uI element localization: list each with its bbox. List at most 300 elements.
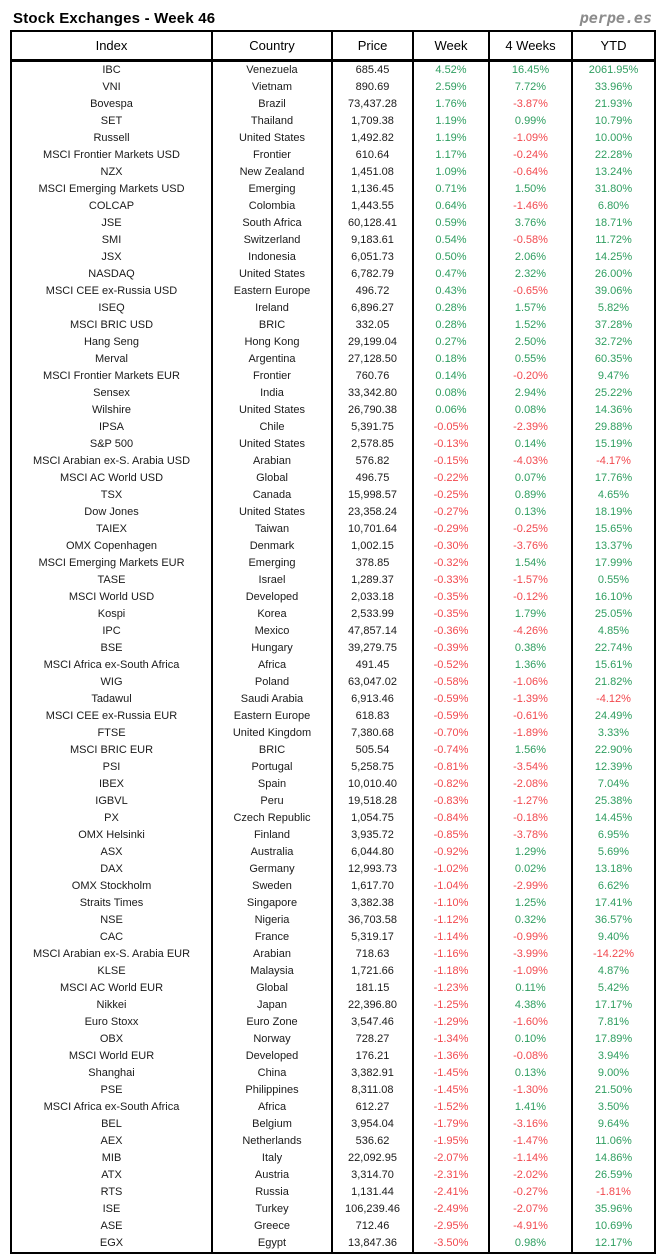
index-cell: MSCI AC World EUR: [59, 981, 164, 994]
four-weeks-cell: -1.89%: [489, 725, 572, 742]
week-cell: 0.50%: [413, 249, 489, 266]
four-weeks-cell: -0.65%: [489, 283, 572, 300]
country-cell: France: [212, 929, 332, 946]
page-title: Stock Exchanges - Week 46: [13, 9, 216, 27]
price-cell: 3,547.46: [332, 1014, 413, 1031]
week-cell: -1.45%: [413, 1065, 489, 1082]
week-cell: -0.22%: [413, 470, 489, 487]
ytd-cell: 10.69%: [572, 1218, 655, 1235]
table-row: [11, 470, 655, 487]
ytd-cell: 6.62%: [572, 878, 655, 895]
country-cell: Malaysia: [212, 963, 332, 980]
price-cell: 22,092.95: [332, 1150, 413, 1167]
week-cell: -1.79%: [413, 1116, 489, 1133]
country-cell: United States: [212, 436, 332, 453]
week-cell: 0.06%: [413, 402, 489, 419]
country-cell: China: [212, 1065, 332, 1082]
four-weeks-cell: -0.64%: [489, 164, 572, 181]
four-weeks-cell: 1.57%: [489, 300, 572, 317]
four-weeks-cell: -2.99%: [489, 878, 572, 895]
country-cell: Hong Kong: [212, 334, 332, 351]
four-weeks-cell: -3.76%: [489, 538, 572, 555]
index-cell: JSX: [101, 250, 122, 263]
four-weeks-cell: -0.25%: [489, 521, 572, 538]
table-row: [11, 1133, 655, 1150]
week-cell: -1.45%: [413, 1082, 489, 1099]
ytd-cell: 17.99%: [572, 555, 655, 572]
four-weeks-cell: -0.61%: [489, 708, 572, 725]
table-row: [11, 1218, 655, 1235]
ytd-cell: 10.00%: [572, 130, 655, 147]
week-cell: -1.25%: [413, 997, 489, 1014]
index-cell: ATX: [101, 1168, 122, 1181]
table-row: [11, 1167, 655, 1184]
table-row: [11, 1184, 655, 1201]
country-cell: Argentina: [212, 351, 332, 368]
country-cell: Eastern Europe: [212, 283, 332, 300]
four-weeks-cell: -3.16%: [489, 1116, 572, 1133]
table-row: [11, 368, 655, 385]
country-cell: Sweden: [212, 878, 332, 895]
four-weeks-cell: 7.72%: [489, 79, 572, 96]
table-row: [11, 861, 655, 878]
index-cell: Tadawul: [91, 692, 132, 705]
price-cell: 1,054.75: [332, 810, 413, 827]
table-body: [11, 60, 655, 1253]
four-weeks-cell: -1.30%: [489, 1082, 572, 1099]
table-row: [11, 674, 655, 691]
country-cell: Egypt: [212, 1235, 332, 1253]
index-cell: MSCI Arabian ex-S. Arabia EUR: [32, 947, 191, 960]
four-weeks-cell: 0.99%: [489, 113, 572, 130]
index-cell: RTS: [100, 1185, 123, 1198]
table-row: [11, 572, 655, 589]
four-weeks-cell: 0.08%: [489, 402, 572, 419]
index-cell: ASE: [100, 1219, 123, 1232]
index-cell: TAIEX: [96, 522, 127, 535]
week-cell: -0.82%: [413, 776, 489, 793]
price-cell: 3,382.38: [332, 895, 413, 912]
table-row: [11, 640, 655, 657]
ytd-cell: 9.47%: [572, 368, 655, 385]
index-cell: MSCI Frontier Markets EUR: [43, 369, 180, 382]
table-row: [11, 1150, 655, 1167]
ytd-cell: 7.81%: [572, 1014, 655, 1031]
week-cell: -1.14%: [413, 929, 489, 946]
ytd-cell: 26.00%: [572, 266, 655, 283]
four-weeks-cell: 0.07%: [489, 470, 572, 487]
four-weeks-cell: -1.46%: [489, 198, 572, 215]
week-cell: -0.30%: [413, 538, 489, 555]
table-row: [11, 1235, 655, 1253]
index-cell: IPSA: [98, 420, 125, 433]
country-cell: Mexico: [212, 623, 332, 640]
index-cell: ISE: [102, 1202, 121, 1215]
week-cell: -1.95%: [413, 1133, 489, 1150]
four-weeks-cell: 1.52%: [489, 317, 572, 334]
price-cell: 2,033.18: [332, 589, 413, 606]
week-cell: 0.47%: [413, 266, 489, 283]
country-cell: Austria: [212, 1167, 332, 1184]
index-cell: MSCI Arabian ex-S. Arabia USD: [32, 454, 191, 467]
table-row: [11, 402, 655, 419]
index-cell: PX: [104, 811, 119, 824]
index-cell: VNI: [102, 80, 121, 93]
index-cell: MSCI CEE ex-Russia USD: [45, 284, 178, 297]
week-cell: 1.19%: [413, 113, 489, 130]
ytd-cell: 21.82%: [572, 674, 655, 691]
ytd-cell: 15.61%: [572, 657, 655, 674]
ytd-cell: 9.64%: [572, 1116, 655, 1133]
index-cell: Merval: [94, 352, 128, 365]
week-cell: 0.28%: [413, 317, 489, 334]
four-weeks-cell: 1.25%: [489, 895, 572, 912]
four-weeks-cell: 0.55%: [489, 351, 572, 368]
week-cell: -2.31%: [413, 1167, 489, 1184]
ytd-cell: 24.49%: [572, 708, 655, 725]
ytd-cell: 25.22%: [572, 385, 655, 402]
table-row: [11, 912, 655, 929]
country-cell: Denmark: [212, 538, 332, 555]
price-cell: 73,437.28: [332, 96, 413, 113]
price-cell: 1,492.82: [332, 130, 413, 147]
country-cell: Venezuela: [212, 60, 332, 79]
index-cell: OBX: [99, 1032, 124, 1045]
table-row: [11, 793, 655, 810]
week-cell: 0.18%: [413, 351, 489, 368]
table-row: [11, 181, 655, 198]
country-cell: Developed: [212, 589, 332, 606]
index-cell: OMX Stockholm: [71, 879, 152, 892]
country-cell: Indonesia: [212, 249, 332, 266]
column-header: YTD: [572, 31, 655, 60]
week-cell: -1.16%: [413, 946, 489, 963]
four-weeks-cell: -2.07%: [489, 1201, 572, 1218]
ytd-cell: 4.87%: [572, 963, 655, 980]
table-row: [11, 385, 655, 402]
country-cell: Spain: [212, 776, 332, 793]
four-weeks-cell: 0.98%: [489, 1235, 572, 1253]
ytd-cell: 17.41%: [572, 895, 655, 912]
table-row: [11, 980, 655, 997]
four-weeks-cell: -0.20%: [489, 368, 572, 385]
four-weeks-cell: 1.41%: [489, 1099, 572, 1116]
ytd-cell: 4.85%: [572, 623, 655, 640]
country-cell: Colombia: [212, 198, 332, 215]
ytd-cell: 5.69%: [572, 844, 655, 861]
country-cell: Czech Republic: [212, 810, 332, 827]
index-cell: PSI: [102, 760, 121, 773]
index-cell: OMX Copenhagen: [65, 539, 158, 552]
week-cell: -0.85%: [413, 827, 489, 844]
price-cell: 728.27: [332, 1031, 413, 1048]
four-weeks-cell: 2.50%: [489, 334, 572, 351]
week-cell: -0.83%: [413, 793, 489, 810]
price-cell: 1,443.55: [332, 198, 413, 215]
index-cell: AEX: [100, 1134, 123, 1147]
price-cell: 6,782.79: [332, 266, 413, 283]
ytd-cell: 10.79%: [572, 113, 655, 130]
four-weeks-cell: -3.87%: [489, 96, 572, 113]
week-cell: -1.04%: [413, 878, 489, 895]
country-cell: Turkey: [212, 1201, 332, 1218]
week-cell: 2.59%: [413, 79, 489, 96]
ytd-cell: 5.82%: [572, 300, 655, 317]
four-weeks-cell: 1.29%: [489, 844, 572, 861]
index-cell: IBEX: [98, 777, 125, 790]
table-row: [11, 215, 655, 232]
ytd-cell: 25.05%: [572, 606, 655, 623]
price-cell: 5,391.75: [332, 419, 413, 436]
four-weeks-cell: -0.27%: [489, 1184, 572, 1201]
week-cell: -0.35%: [413, 589, 489, 606]
ytd-cell: 26.59%: [572, 1167, 655, 1184]
week-cell: 0.43%: [413, 283, 489, 300]
index-cell: PSE: [100, 1083, 123, 1096]
ytd-cell: 13.18%: [572, 861, 655, 878]
table-row: [11, 742, 655, 759]
week-cell: -3.50%: [413, 1235, 489, 1253]
price-cell: 3,382.91: [332, 1065, 413, 1082]
price-cell: 26,790.38: [332, 402, 413, 419]
week-cell: 0.54%: [413, 232, 489, 249]
table-row: [11, 1031, 655, 1048]
price-cell: 712.46: [332, 1218, 413, 1235]
ytd-cell: 60.35%: [572, 351, 655, 368]
week-cell: 1.09%: [413, 164, 489, 181]
week-cell: -0.39%: [413, 640, 489, 657]
index-cell: MSCI CEE ex-Russia EUR: [45, 709, 178, 722]
price-cell: 29,199.04: [332, 334, 413, 351]
index-cell: Hang Seng: [83, 335, 140, 348]
table-row: [11, 1082, 655, 1099]
country-cell: Germany: [212, 861, 332, 878]
column-header: Week: [413, 31, 489, 60]
week-cell: -0.32%: [413, 555, 489, 572]
week-cell: -0.25%: [413, 487, 489, 504]
table-row: [11, 351, 655, 368]
ytd-cell: 6.95%: [572, 827, 655, 844]
table-row: [11, 147, 655, 164]
country-cell: Norway: [212, 1031, 332, 1048]
price-cell: 1,002.15: [332, 538, 413, 555]
ytd-cell: 3.50%: [572, 1099, 655, 1116]
week-cell: 0.64%: [413, 198, 489, 215]
price-cell: 496.75: [332, 470, 413, 487]
index-cell: Russell: [93, 131, 130, 144]
ytd-cell: 21.50%: [572, 1082, 655, 1099]
four-weeks-cell: -3.99%: [489, 946, 572, 963]
table-row: [11, 810, 655, 827]
four-weeks-cell: -1.09%: [489, 963, 572, 980]
price-cell: 505.54: [332, 742, 413, 759]
price-cell: 22,396.80: [332, 997, 413, 1014]
four-weeks-cell: -2.08%: [489, 776, 572, 793]
four-weeks-cell: -0.18%: [489, 810, 572, 827]
price-cell: 612.27: [332, 1099, 413, 1116]
four-weeks-cell: -4.26%: [489, 623, 572, 640]
ytd-cell: 25.38%: [572, 793, 655, 810]
price-cell: 610.64: [332, 147, 413, 164]
week-cell: 1.17%: [413, 147, 489, 164]
table-row: [11, 79, 655, 96]
table-row: [11, 895, 655, 912]
index-cell: IGBVL: [95, 794, 128, 807]
country-cell: Switzerland: [212, 232, 332, 249]
index-cell: JSE: [101, 216, 122, 229]
price-cell: 3,954.04: [332, 1116, 413, 1133]
brand-watermark: perpe.es: [579, 9, 652, 27]
country-cell: BRIC: [212, 742, 332, 759]
ytd-cell: 16.10%: [572, 589, 655, 606]
ytd-cell: 14.36%: [572, 402, 655, 419]
country-cell: Emerging: [212, 555, 332, 572]
index-cell: OMX Helsinki: [78, 828, 145, 841]
week-cell: -1.12%: [413, 912, 489, 929]
four-weeks-cell: 0.32%: [489, 912, 572, 929]
four-weeks-cell: -0.99%: [489, 929, 572, 946]
country-cell: Saudi Arabia: [212, 691, 332, 708]
four-weeks-cell: 2.32%: [489, 266, 572, 283]
ytd-cell: 6.80%: [572, 198, 655, 215]
ytd-cell: 9.40%: [572, 929, 655, 946]
country-cell: Vietnam: [212, 79, 332, 96]
price-cell: 1,451.08: [332, 164, 413, 181]
price-cell: 1,136.45: [332, 181, 413, 198]
price-cell: 1,709.38: [332, 113, 413, 130]
price-cell: 1,289.37: [332, 572, 413, 589]
ytd-cell: 2061.95%: [572, 60, 655, 79]
week-cell: -1.10%: [413, 895, 489, 912]
four-weeks-cell: 16.45%: [489, 60, 572, 79]
week-cell: -2.41%: [413, 1184, 489, 1201]
index-cell: IBC: [102, 63, 121, 76]
table-row: [11, 487, 655, 504]
price-cell: 10,701.64: [332, 521, 413, 538]
index-cell: ASX: [100, 845, 123, 858]
four-weeks-cell: -3.78%: [489, 827, 572, 844]
four-weeks-cell: 2.94%: [489, 385, 572, 402]
price-cell: 1,617.70: [332, 878, 413, 895]
country-cell: Taiwan: [212, 521, 332, 538]
ytd-cell: 13.24%: [572, 164, 655, 181]
ytd-cell: 15.19%: [572, 436, 655, 453]
price-cell: 19,518.28: [332, 793, 413, 810]
index-cell: SET: [100, 114, 123, 127]
price-cell: 176.21: [332, 1048, 413, 1065]
week-cell: -0.84%: [413, 810, 489, 827]
country-cell: Korea: [212, 606, 332, 623]
ytd-cell: 29.88%: [572, 419, 655, 436]
table-row: [11, 555, 655, 572]
week-cell: 1.19%: [413, 130, 489, 147]
ytd-cell: 21.93%: [572, 96, 655, 113]
week-cell: -0.52%: [413, 657, 489, 674]
index-cell: MIB: [101, 1151, 122, 1164]
country-cell: Peru: [212, 793, 332, 810]
ytd-cell: 12.39%: [572, 759, 655, 776]
country-cell: BRIC: [212, 317, 332, 334]
four-weeks-cell: -3.54%: [489, 759, 572, 776]
country-cell: Finland: [212, 827, 332, 844]
stock-exchange-table: [10, 30, 656, 1254]
index-cell: MSCI AC World USD: [59, 471, 164, 484]
price-cell: 181.15: [332, 980, 413, 997]
ytd-cell: 31.80%: [572, 181, 655, 198]
country-cell: United Kingdom: [212, 725, 332, 742]
table-row: [11, 606, 655, 623]
country-cell: Canada: [212, 487, 332, 504]
price-cell: 378.85: [332, 555, 413, 572]
week-cell: 4.52%: [413, 60, 489, 79]
ytd-cell: -14.22%: [572, 946, 655, 963]
price-cell: 491.45: [332, 657, 413, 674]
ytd-cell: 14.86%: [572, 1150, 655, 1167]
four-weeks-cell: -1.09%: [489, 130, 572, 147]
four-weeks-cell: -0.08%: [489, 1048, 572, 1065]
index-cell: IPC: [102, 624, 121, 637]
four-weeks-cell: 1.79%: [489, 606, 572, 623]
table-row: [11, 436, 655, 453]
index-cell: DAX: [100, 862, 123, 875]
table-row: [11, 249, 655, 266]
country-cell: Ireland: [212, 300, 332, 317]
table-row: [11, 521, 655, 538]
index-cell: TASE: [97, 573, 126, 586]
table-row: [11, 113, 655, 130]
ytd-cell: 5.42%: [572, 980, 655, 997]
week-cell: -0.33%: [413, 572, 489, 589]
price-cell: 6,913.46: [332, 691, 413, 708]
week-cell: 0.27%: [413, 334, 489, 351]
table-row: [11, 334, 655, 351]
table-row: [11, 997, 655, 1014]
country-cell: Eastern Europe: [212, 708, 332, 725]
index-cell: Sensex: [93, 386, 130, 399]
table-row: [11, 266, 655, 283]
index-cell: S&P 500: [89, 437, 134, 450]
four-weeks-cell: 2.06%: [489, 249, 572, 266]
index-cell: MSCI Frontier Markets USD: [43, 148, 180, 161]
ytd-cell: 32.72%: [572, 334, 655, 351]
country-cell: United States: [212, 402, 332, 419]
country-cell: Singapore: [212, 895, 332, 912]
ytd-cell: 17.89%: [572, 1031, 655, 1048]
week-cell: -1.23%: [413, 980, 489, 997]
ytd-cell: 17.76%: [572, 470, 655, 487]
week-cell: -0.74%: [413, 742, 489, 759]
four-weeks-cell: -1.14%: [489, 1150, 572, 1167]
country-cell: Greece: [212, 1218, 332, 1235]
table-row: [11, 1116, 655, 1133]
titlebar: [0, 0, 664, 30]
four-weeks-cell: -2.02%: [489, 1167, 572, 1184]
country-cell: Japan: [212, 997, 332, 1014]
price-cell: 1,721.66: [332, 963, 413, 980]
column-header: Index: [11, 31, 212, 60]
week-cell: -2.49%: [413, 1201, 489, 1218]
ytd-cell: 36.57%: [572, 912, 655, 929]
price-cell: 576.82: [332, 453, 413, 470]
index-cell: Dow Jones: [84, 505, 139, 518]
index-cell: Shanghai: [88, 1066, 135, 1079]
index-cell: MSCI Africa ex-South Africa: [43, 1100, 180, 1113]
week-cell: -0.27%: [413, 504, 489, 521]
table-row: [11, 946, 655, 963]
ytd-cell: 18.19%: [572, 504, 655, 521]
price-cell: 33,342.80: [332, 385, 413, 402]
index-cell: ISEQ: [98, 301, 125, 314]
